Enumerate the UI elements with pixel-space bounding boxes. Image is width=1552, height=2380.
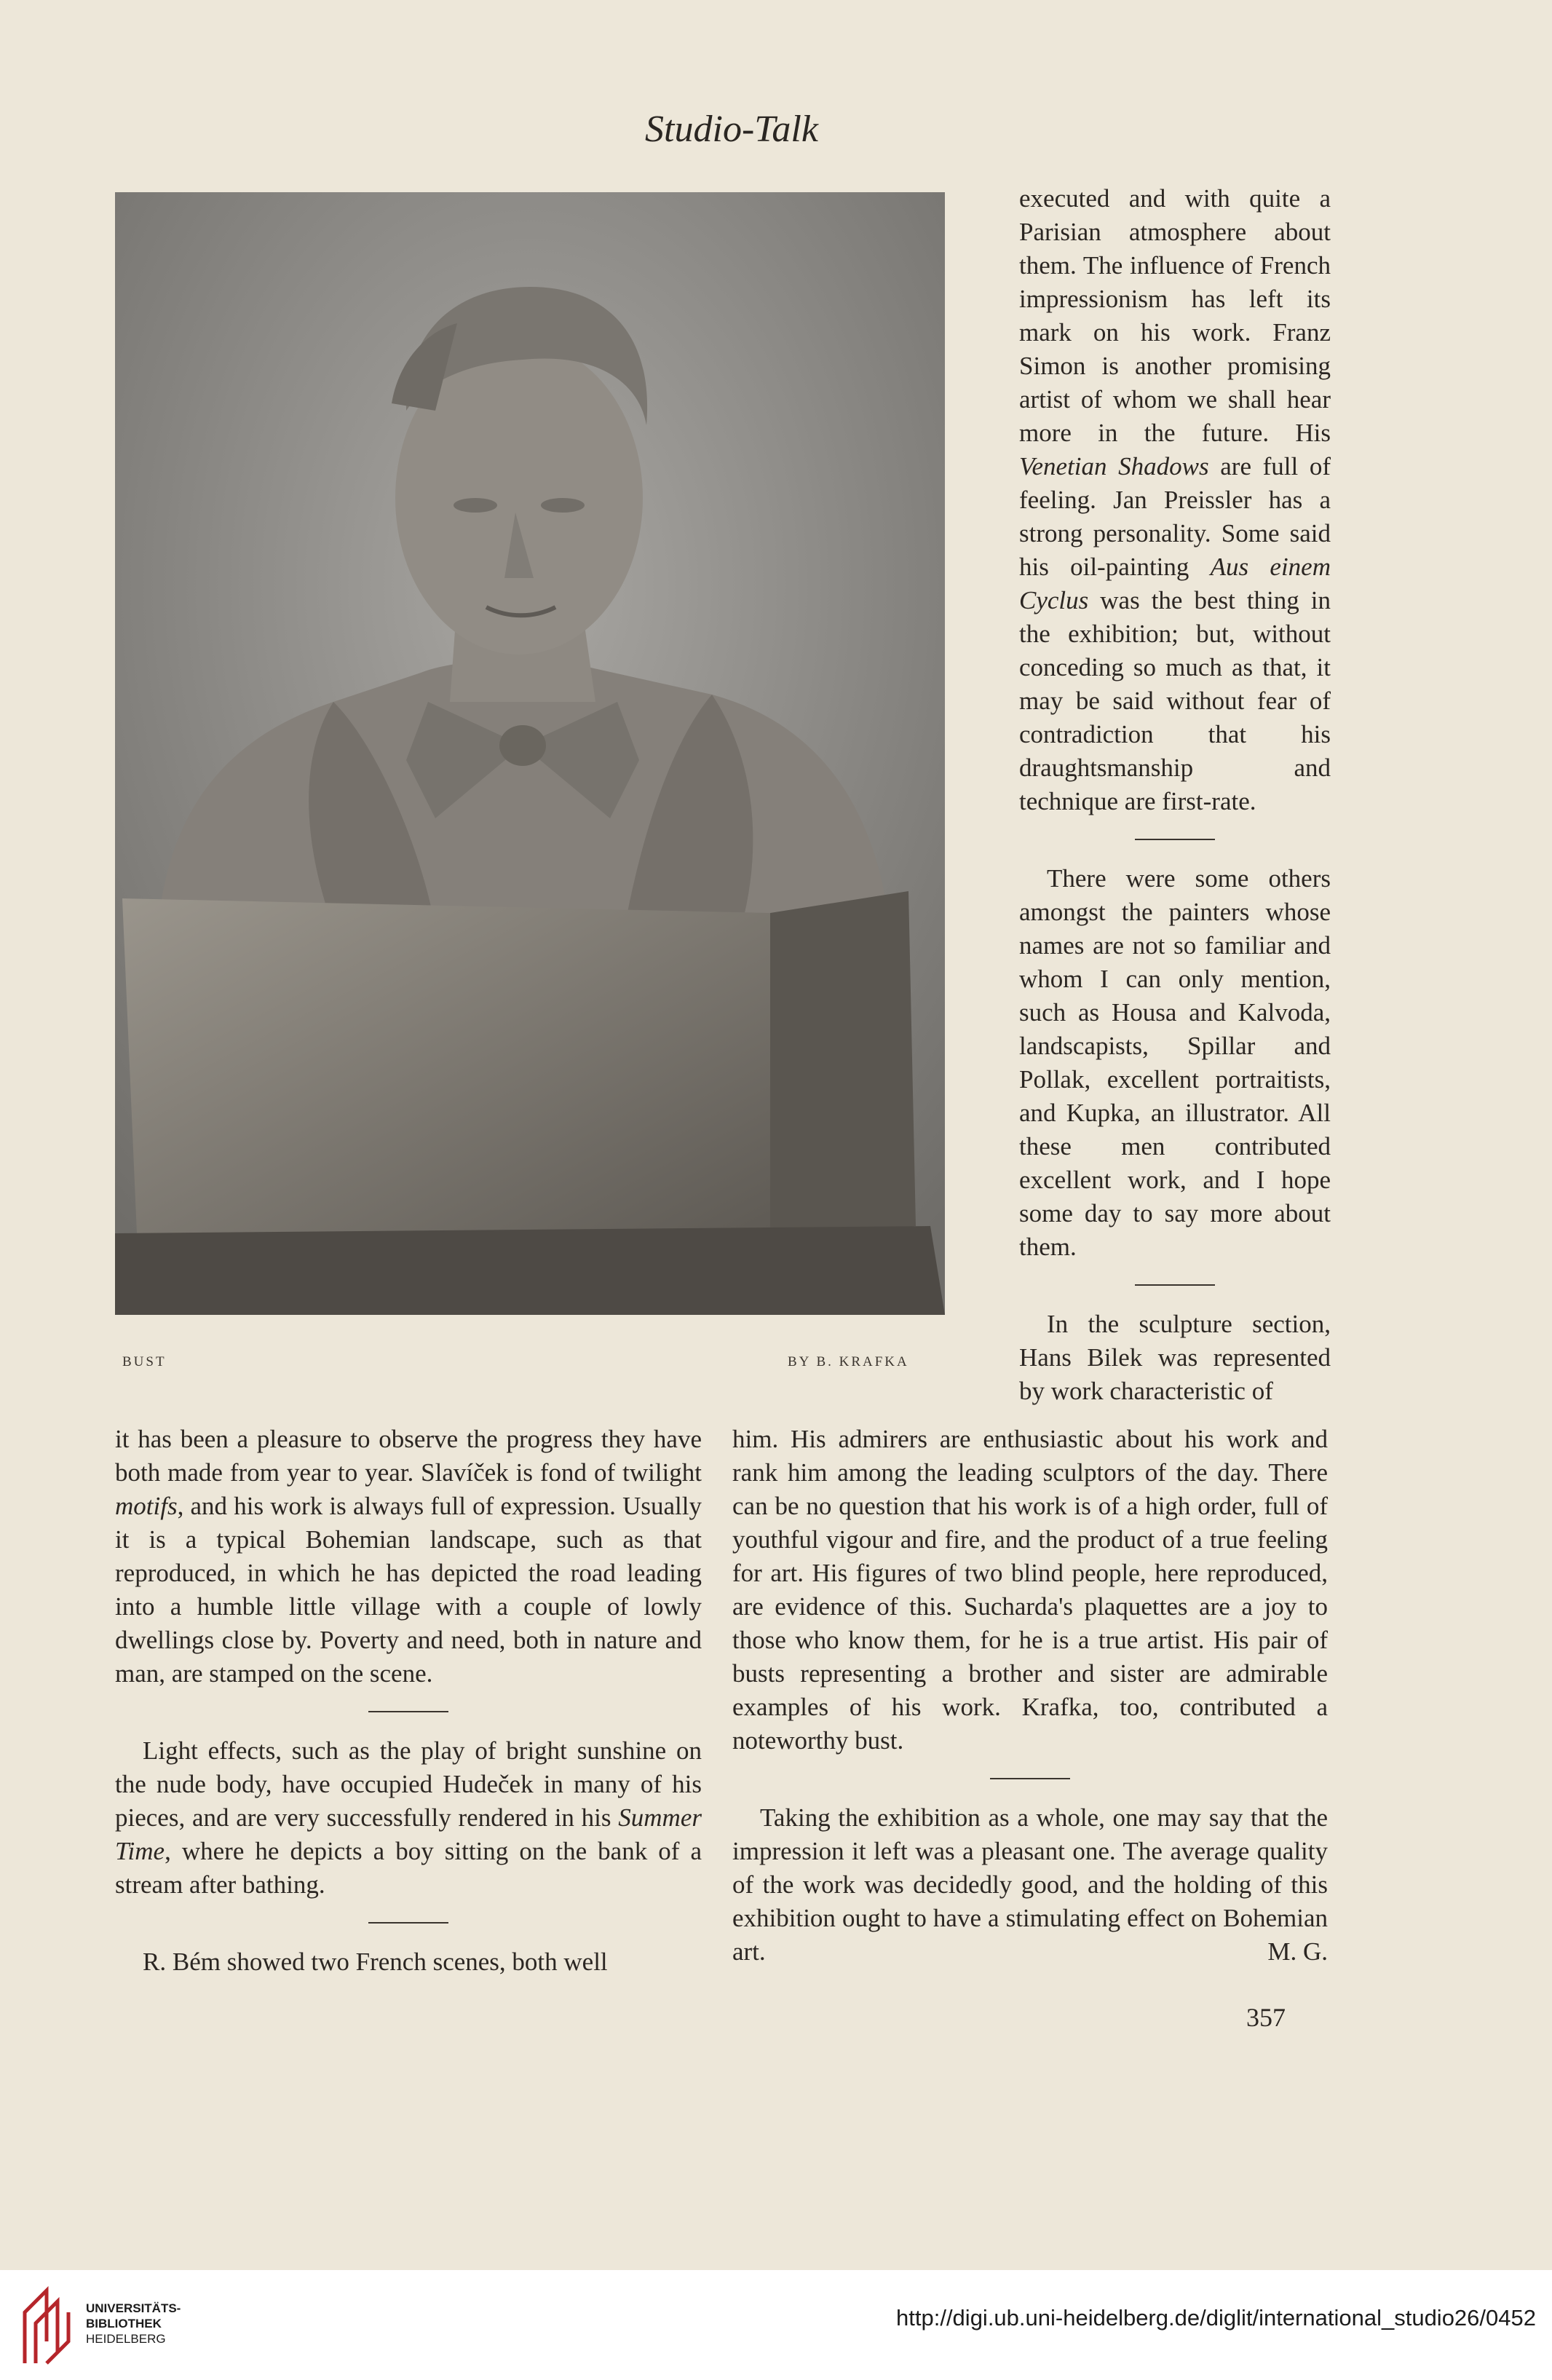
paragraph: him. His admirers are enthusiastic about his work and rank him among the leading sculptors of the day. There can be no question that his work is of a high order, full of youthful vigour and fire, and the product of a true feeling for art. His figures of two blind people, here reproduced, are evidence of this. Sucharda's plaquettes are a joy to those who know them, for he is a true artist. His pair of busts representing a brother and sister are admirable examples of his work. Krafka, too, contributed a noteworthy bust. — [732, 1425, 1328, 1755]
italic-term: motifs — [115, 1492, 178, 1520]
plate-caption-right: BY B. KRAFKA — [788, 1354, 909, 1369]
section-divider — [1135, 839, 1215, 840]
italic-title: Summer Time — [115, 1803, 702, 1865]
text-run: was the best thing in the exhibition; but, without conceding so much as that, it may be said without fear of contradiction that his draughtsmanship and technique are first-rate. — [1019, 586, 1331, 815]
paragraph: R. Bém showed two French scenes, both well — [143, 1948, 608, 1976]
italic-title: Venetian Shadows — [1019, 452, 1209, 481]
section-divider — [990, 1778, 1070, 1779]
column-right-top — [1019, 182, 1331, 1408]
text-run: Taking the exhibition as a whole, one may say that the impression it left was a pleasant one. The average quality of the work was decidedly good, and the holding of this exhibition ought to have a stimulating effect on Bohemian art. — [732, 1803, 1328, 1966]
library-logo-icon — [17, 2283, 80, 2369]
text-run: executed and with quite a Parisian atmosphere about them. The influence of French impressionism has left its mark on his work. Franz Simon is another promising artist of whom we shall hear more in the future. His — [1019, 184, 1331, 447]
library-name-line: BIBLIOTHEK — [86, 2317, 162, 2330]
page-number: 357 — [1246, 2003, 1286, 2032]
text-run: , where he depicts a boy sitting on the bank of a stream after bathing. — [115, 1837, 702, 1899]
column-right-bottom — [732, 1423, 1328, 1969]
author-signature: M. G. — [1267, 1937, 1328, 1966]
text-run: , and his work is always full of expression. Usually it is a typical Bohemian landscape, such as that reproduced, in which he has depicted the road leading into a humble little village with a couple of lowly dwellings close by. Poverty and need, both in nature and man, are stamped on the scene. — [115, 1492, 702, 1688]
column-left-bottom — [115, 1423, 702, 1979]
paragraph — [115, 1423, 702, 1691]
library-name — [86, 2301, 181, 2347]
paragraph — [115, 1734, 702, 1902]
text-run: Light effects, such as the play of bright sunshine on the nude body, have occupied Hudeček in many of his pieces, and are very successfully rendered in his — [115, 1736, 702, 1832]
plate-caption-left: BUST — [122, 1354, 167, 1369]
viewer-footer — [0, 2270, 1552, 2380]
library-name-line: HEIDELBERG — [86, 2332, 166, 2346]
bust-photograph — [115, 192, 945, 1315]
paragraph: There were some others amongst the painters whose names are not so familiar and whom I can only mention, such as Housa and Kalvoda, landscapists, Spillar and Pollak, excellent portraitists, and Kupka, an illustrator. All these men contributed excellent work, and I hope some day to say more about them. — [1019, 864, 1331, 1261]
permalink-url[interactable]: http://digi.ub.uni-heidelberg.de/diglit/international_studio26/0452 — [896, 2305, 1536, 2330]
paragraph — [1019, 182, 1331, 818]
section-divider — [368, 1922, 448, 1924]
text-run: are full of feeling. Jan Preissler has a strong personality. Some said his oil-painting — [1019, 452, 1331, 581]
section-divider — [368, 1711, 448, 1712]
text-run: it has been a pleasure to observe the progress they have both made from year to year. Slavíček is fond of twilight — [115, 1425, 702, 1487]
paragraph — [732, 1801, 1328, 1969]
paragraph: In the sculpture section, Hans Bilek was represented by work characteristic of — [1019, 1310, 1331, 1405]
italic-title: Aus einem Cyclus — [1019, 553, 1331, 614]
running-head: Studio-Talk — [645, 108, 818, 150]
library-name-line: UNIVERSITÄTS- — [86, 2301, 181, 2315]
section-divider — [1135, 1284, 1215, 1286]
